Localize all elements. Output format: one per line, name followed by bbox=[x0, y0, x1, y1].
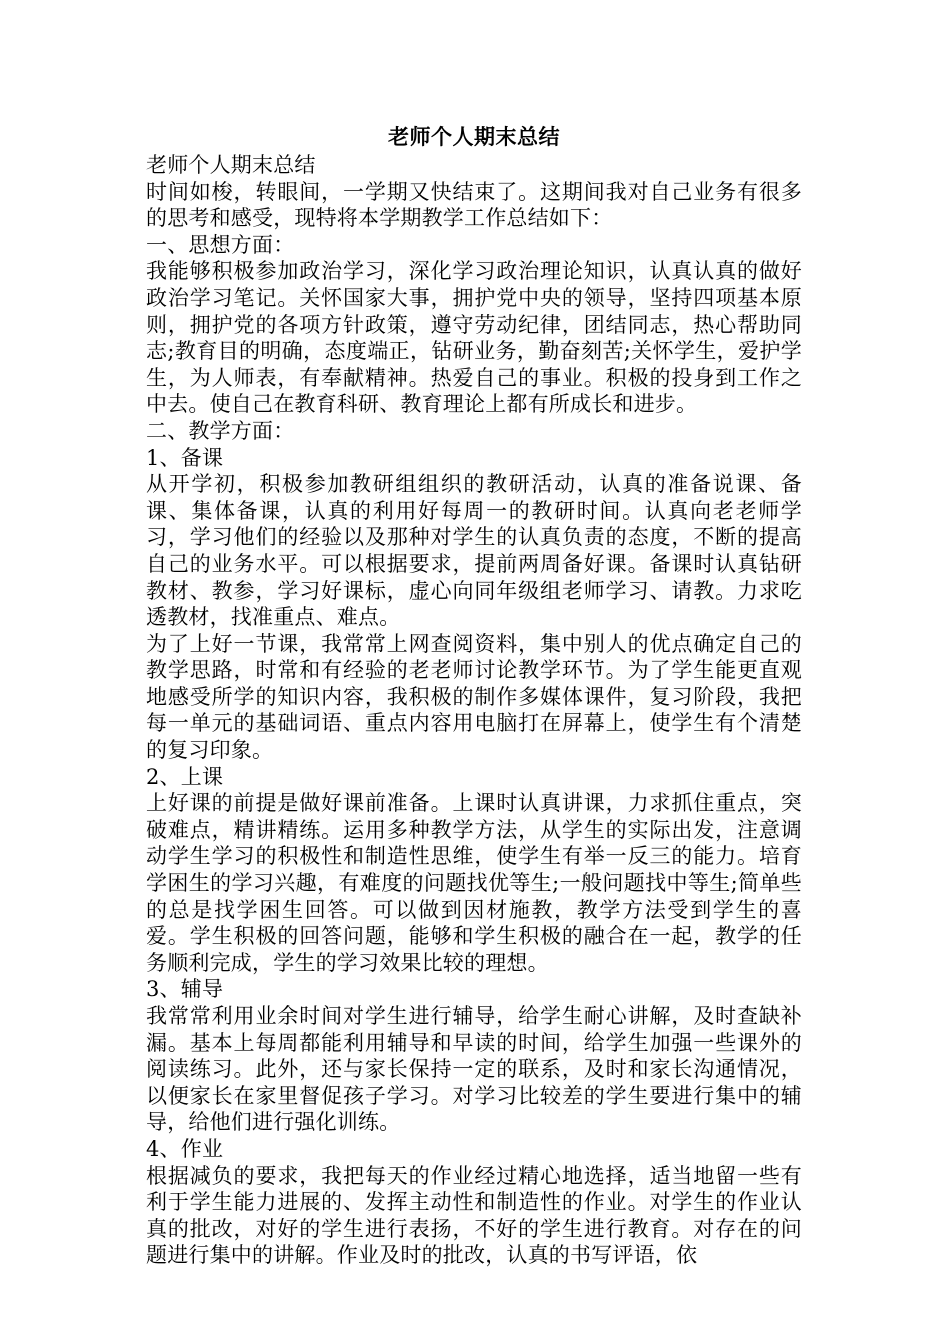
section-heading-thought: 一、思想方面： bbox=[146, 232, 295, 257]
paragraph-class: 上好课的前提是做好课前准备。上课时认真讲课，力求抓住重点，突破难点，精讲精练。运用多种教学方法，从学生的实际出发，注意调动学生学习的积极性和制造性思维，使学生有举一反三的能力。培育学困生的学习兴趣，有难度的问题找优等生;一般问题找中等生;简单些的总是找学困生回答。可以做到因材施教，教学方法受到学生的喜爱。学生积极的回答问题，能够和学生积极的融合在一起，教学的任务顺利完成，学生的学习效果比较的理想。 bbox=[146, 791, 802, 975]
paragraph-thought: 我能够积极参加政治学习，深化学习政治理论知识，认真认真的做好政治学习笔记。关怀国家大事，拥护党中央的领导，坚持四项基本原则，拥护党的各项方针政策，遵守劳动纪律，团结同志，热心帮助同志;教育目的明确，态度端正，钻研业务，勤奋刻苦;关怀学生，爱护学生，为人师表，有奉献精神。热爱自己的事业。积极的投身到工作之中去。使自己在教育科研、教育理论上都有所成长和进步。 bbox=[146, 259, 802, 417]
document-body bbox=[146, 152, 802, 1269]
subheading-class: 2、上课 bbox=[146, 764, 224, 789]
paragraph-lesson-prep-1: 从开学初，积极参加教研组组织的教研活动，认真的准备说课、备课、集体备课，认真的利用好每周一的教研时间。认真向老老师学习，学习他们的经验以及那种对学生的认真负责的态度，不断的提高自己的业务水平。可以根据要求，提前两周备好课。备课时认真钻研教材、教参，学习好课标，虚心向同年级组老师学习、请教。力求吃透教材，找准重点、难点。 bbox=[146, 472, 802, 630]
paragraph-subtitle: 老师个人期末总结 bbox=[146, 153, 316, 177]
document-page bbox=[146, 122, 802, 1269]
document-title: 老师个人期末总结 bbox=[388, 124, 560, 149]
subheading-lesson-prep: 1、备课 bbox=[146, 445, 224, 470]
paragraph-homework: 根据减负的要求，我把每天的作业经过精心地选择，适当地留一些有利于学生能力进展的、发挥主动性和制造性的作业。对学生的作业认真的批改，对好的学生进行表扬，不好的学生进行教育。对存在的问题进行集中的讲解。作业及时的批改，认真的书写评语，依 bbox=[146, 1163, 802, 1268]
section-heading-teaching: 二、教学方面： bbox=[146, 418, 295, 443]
subheading-homework: 4、作业 bbox=[146, 1136, 224, 1161]
paragraph-tutoring: 我常常利用业余时间对学生进行辅导，给学生耐心讲解，及时查缺补漏。基本上每周都能利用辅导和早读的时间，给学生加强一些课外的阅读练习。此外，还与家长保持一定的联系，及时和家长沟通情况，以便家长在家里督促孩子学习。对学习比较差的学生要进行集中的辅导，给他们进行强化训练。 bbox=[146, 1004, 802, 1135]
paragraph-intro: 时间如梭，转眼间，一学期又快结束了。这期间我对自己业务有很多的思考和感受，现特将本学期教学工作总结如下： bbox=[146, 179, 802, 231]
subheading-tutoring: 3、辅导 bbox=[146, 977, 224, 1002]
paragraph-lesson-prep-2: 为了上好一节课，我常常上网查阅资料，集中别人的优点确定自己的教学思路，时常和有经验的老老师讨论教学环节。为了学生能更直观地感受所学的知识内容，我积极的制作多媒体课件，复习阶段，我把每一单元的基础词语、重点内容用电脑打在屏幕上，使学生有个清楚的复习印象。 bbox=[146, 631, 802, 763]
